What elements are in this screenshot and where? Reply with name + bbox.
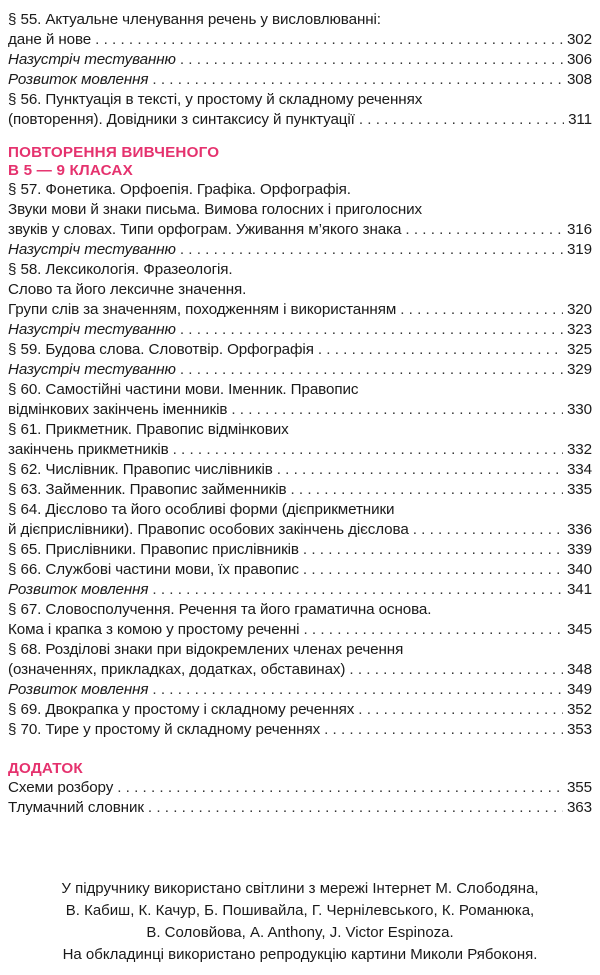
toc-entry-title: Слово та його лексичне значення.: [8, 281, 247, 298]
toc-entry-title: § 65. Прислівники. Правопис прислівників: [8, 541, 299, 558]
toc-entry: [8, 540, 592, 560]
dot-leader: [303, 620, 563, 640]
toc-entry: [8, 500, 592, 520]
dot-leader: [231, 400, 563, 420]
toc-entry-page-number: 349: [566, 681, 592, 698]
toc-entry: [8, 460, 592, 480]
toc-entry-title: Звуки мови й знаки письма. Вимова голосних і приголосних: [8, 201, 423, 218]
dot-leader: [303, 540, 563, 560]
toc-entry-page-number: 352: [566, 701, 592, 718]
toc-entry: [8, 260, 592, 280]
dot-leader: [359, 110, 564, 130]
toc-entry-title: Розвиток мовлення: [8, 681, 149, 698]
toc-entry-title: § 62. Числівник. Правопис числівників: [8, 461, 273, 478]
toc-entry-page-number: 329: [566, 361, 592, 378]
toc-entry: [8, 778, 592, 798]
toc-entry-title: § 68. Розділові знаки при відокремлених членах речення: [8, 641, 404, 658]
toc-entry: [8, 420, 592, 440]
toc-entry-page-number: 345: [566, 621, 592, 638]
toc-entry-page-number: 308: [566, 71, 592, 88]
toc-entry-page-number: 334: [566, 461, 592, 478]
toc-entry-title: Кома і крапка з комою у простому реченні: [8, 621, 300, 638]
toc-entry-page-number: 363: [566, 799, 592, 816]
toc-entry: [8, 240, 592, 260]
dot-leader: [358, 700, 563, 720]
dot-leader: [152, 580, 563, 600]
toc-entry: [8, 340, 592, 360]
toc-entry-title: § 64. Дієслово та його особливі форми (дієприкметники: [8, 501, 395, 518]
toc-entry-title: (повторення). Довідники з синтаксису й пунктуації: [8, 111, 355, 128]
dot-leader: [180, 360, 563, 380]
dot-leader: [303, 560, 563, 580]
toc-entry-title: відмінкових закінчень іменників: [8, 401, 228, 418]
toc-entry: [8, 560, 592, 580]
toc-entry-title: Назустріч тестуванню: [8, 361, 176, 378]
dot-leader: [152, 70, 563, 90]
toc-entry: [8, 70, 592, 90]
toc-entry: [8, 700, 592, 720]
toc-entry-title: § 58. Лексикологія. Фразеологія.: [8, 261, 233, 278]
toc-entry-title: звуків у словах. Типи орфограм. Уживання м’якого знака: [8, 221, 402, 238]
toc-entry: [8, 300, 592, 320]
toc-entry-page-number: 339: [566, 541, 592, 558]
toc-entry-page-number: 323: [566, 321, 592, 338]
toc-entry: [8, 90, 592, 110]
credits-line-4: На обкладинці використано репродукцію картини Миколи Рябоконя.: [62, 946, 538, 963]
dot-leader: [148, 798, 563, 818]
toc-entry-title: § 57. Фонетика. Орфоепія. Графіка. Орфографія.: [8, 181, 351, 198]
toc-entry-page-number: 336: [566, 521, 592, 538]
toc-entry-page-number: 341: [566, 581, 592, 598]
toc-entry-page-number: 353: [566, 721, 592, 738]
toc-entry-page-number: 311: [568, 111, 592, 128]
toc-entry-page-number: 330: [566, 401, 592, 418]
toc-entry-title: закінчень прикметників: [8, 441, 169, 458]
toc-entry-title: дане й нове: [8, 31, 92, 48]
toc-entry-title: § 69. Двокрапка у простому і складному реченнях: [8, 701, 355, 718]
toc-entry-page-number: 316: [566, 221, 592, 238]
photo-credits: [0, 878, 600, 966]
dot-leader: [95, 30, 563, 50]
dot-leader: [318, 340, 563, 360]
toc-entry-title: Розвиток мовлення: [8, 71, 149, 88]
toc-entry: [8, 380, 592, 400]
dot-leader: [180, 50, 563, 70]
dot-leader: [413, 520, 563, 540]
toc-entry: [8, 200, 592, 220]
toc-entry: [8, 110, 592, 130]
toc-entry-page-number: 340: [566, 561, 592, 578]
toc-entry-title: § 61. Прикметник. Правопис відмінкових: [8, 421, 289, 438]
toc-group-1: [8, 10, 592, 130]
toc-entry-title: § 66. Службові частини мови, їх правопис: [8, 561, 299, 578]
toc-entry: [8, 320, 592, 340]
toc-entry-title: § 55. Актуальне членування речень у висловлюванні:: [8, 11, 381, 28]
toc-entry-title: Схеми розбору: [8, 779, 114, 796]
toc-entry-page-number: 320: [566, 301, 592, 318]
toc-entry: [8, 360, 592, 380]
dot-leader: [349, 660, 563, 680]
toc-group-3: [8, 778, 592, 818]
section-heading-line-2: В 5 — 9 КЛАСАХ: [8, 162, 133, 179]
toc-entry: [8, 10, 592, 30]
toc-entry-title: (означеннях, прикладках, додатках, обставинах): [8, 661, 346, 678]
dot-leader: [277, 460, 563, 480]
dot-leader: [180, 240, 563, 260]
toc-entry-title: Назустріч тестуванню: [8, 321, 176, 338]
toc-entry: [8, 50, 592, 70]
dot-leader: [290, 480, 563, 500]
toc-entry: [8, 660, 592, 680]
section-heading-line-1: ПОВТОРЕННЯ ВИВЧЕНОГО: [8, 144, 220, 161]
dot-leader: [400, 300, 563, 320]
toc-entry: [8, 620, 592, 640]
toc-entry: [8, 220, 592, 240]
toc-entry-page-number: 335: [566, 481, 592, 498]
toc-entry-page-number: 302: [566, 31, 592, 48]
toc-entry: [8, 640, 592, 660]
toc-entry: [8, 600, 592, 620]
section-heading-appendix: ДОДАТОК: [8, 760, 83, 777]
toc-entry-title: § 70. Тире у простому й складному реченнях: [8, 721, 321, 738]
dot-leader: [117, 778, 563, 798]
toc-entry-page-number: 319: [566, 241, 592, 258]
dot-leader: [405, 220, 563, 240]
toc-entry: [8, 180, 592, 200]
toc-entry-page-number: 355: [566, 779, 592, 796]
toc-entry: [8, 30, 592, 50]
toc-entry-title: Розвиток мовлення: [8, 581, 149, 598]
toc-entry-title: § 63. Займенник. Правопис займенників: [8, 481, 287, 498]
section-heading-review: [8, 144, 592, 180]
toc-entry: [8, 440, 592, 460]
toc-entry: [8, 580, 592, 600]
dot-leader: [152, 680, 563, 700]
toc-entry-title: § 67. Словосполучення. Речення та його граматична основа.: [8, 601, 432, 618]
toc-entry: [8, 400, 592, 420]
toc-entry-title: § 59. Будова слова. Словотвір. Орфографія: [8, 341, 314, 358]
toc-entry-title: Тлумачний словник: [8, 799, 144, 816]
toc-entry: [8, 520, 592, 540]
toc-entry-title: Групи слів за значенням, походженням і використанням: [8, 301, 397, 318]
toc-entry: [8, 798, 592, 818]
toc-entry: [8, 280, 592, 300]
dot-leader: [180, 320, 563, 340]
toc-entry-page-number: 306: [566, 51, 592, 68]
toc-entry-page-number: 325: [566, 341, 592, 358]
toc-entry: [8, 480, 592, 500]
credits-line-1: У підручнику використано світлини з мережі Інтернет М. Слободяна,: [61, 880, 539, 897]
credits-line-3: В. Соловйова, A. Anthony, J. Victor Espinoza.: [146, 924, 454, 941]
dot-leader: [173, 440, 563, 460]
dot-leader: [324, 720, 563, 740]
toc-entry-page-number: 348: [566, 661, 592, 678]
credits-line-2: В. Кабиш, К. Качур, Б. Пошивайла, Г. Чернілевського, К. Романюка,: [65, 902, 535, 919]
toc-entry-title: Назустріч тестуванню: [8, 51, 176, 68]
toc-group-2: [8, 180, 592, 740]
toc-entry-title: § 56. Пунктуація в тексті, у простому й складному реченнях: [8, 91, 423, 108]
toc-entry-page-number: 332: [566, 441, 592, 458]
toc-entry-title: й дієприслівники). Правопис особових закінчень дієслова: [8, 521, 409, 538]
toc-entry-title: Назустріч тестуванню: [8, 241, 176, 258]
toc-entry-title: § 60. Самостійні частини мови. Іменник. Правопис: [8, 381, 359, 398]
toc-entry: [8, 680, 592, 700]
toc-entry: [8, 720, 592, 740]
